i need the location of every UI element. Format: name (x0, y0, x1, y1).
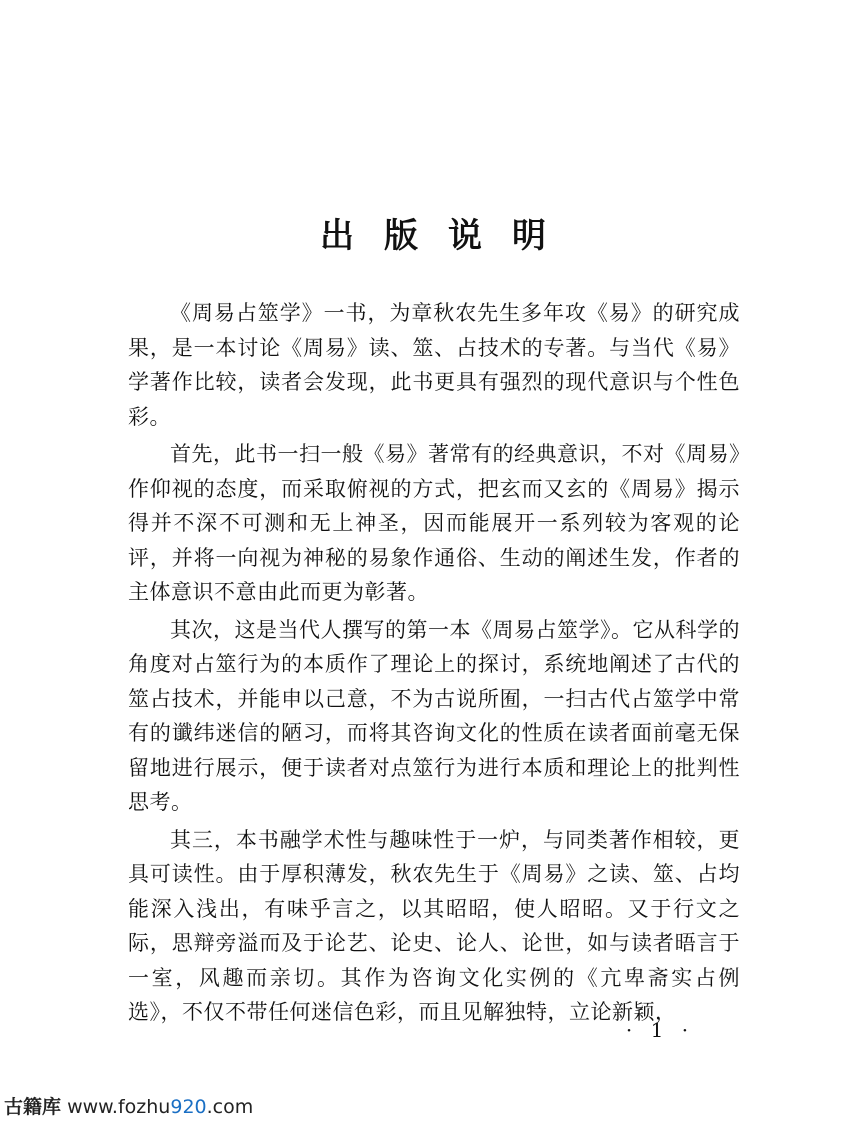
paragraph-4: 其三，本书融学术性与趣味性于一炉，与同类著作相较，更具可读性。由于厚积薄发，秋农先生于《周易》之读、筮、占均能深入浅出，有味乎言之，以其昭昭，使人昭昭。又于行文之际，思辩旁溢而及于论艺、论史、论人、论世，如与读者晤言于一室，风趣而亲切。其作为咨询文化实例的《亢卑斋实占例选》，不仅不带任何迷信色彩，而且见解独特，立论新颖， (128, 827, 740, 1024)
paragraph-2: 首先，此书一扫一般《易》著常有的经典意识，不对《周易》作仰视的态度，而采取俯视的方式，把玄而又玄的《周易》揭示得并不深不可测和无上神圣，因而能展开一系列较为客观的论评，并将一向视为神秘的易象作通俗、生动的阐述生发，作者的主体意识不意由此而更为彰著。 (128, 442, 740, 604)
paragraph-1: 《周易占筮学》一书，为章秋农先生多年攻《易》的研究成果，是一本讨论《周易》读、筮、占技术的专著。与当代《易》学著作比较，读者会发现，此书更具有强烈的现代意识与个性色彩。 (128, 301, 740, 429)
watermark-url-suffix: .com (206, 1096, 254, 1118)
watermark-url-digits: 920 (170, 1096, 207, 1118)
watermark-url (67, 1096, 253, 1118)
page-number: · 1 · (625, 1018, 695, 1042)
page-title: 出版说明 (320, 216, 576, 256)
watermark (4, 1092, 253, 1119)
watermark-site-name: 古籍库 (4, 1096, 62, 1118)
watermark-url-prefix: www.fozhu (67, 1096, 171, 1118)
paragraph-3: 其次，这是当代人撰写的第一本《周易占筮学》。它从科学的角度对占筮行为的本质作了理论上的探讨，系统地阐述了古代的筮占技术，并能申以己意，不为古说所囿，一扫古代占筮学中常有的谶纬迷信的陋习，而将其咨询文化的性质在读者面前毫无保留地进行展示，便于读者对点筮行为进行本质和理论上的批判性思考。 (128, 617, 740, 814)
body-text (128, 296, 740, 1033)
